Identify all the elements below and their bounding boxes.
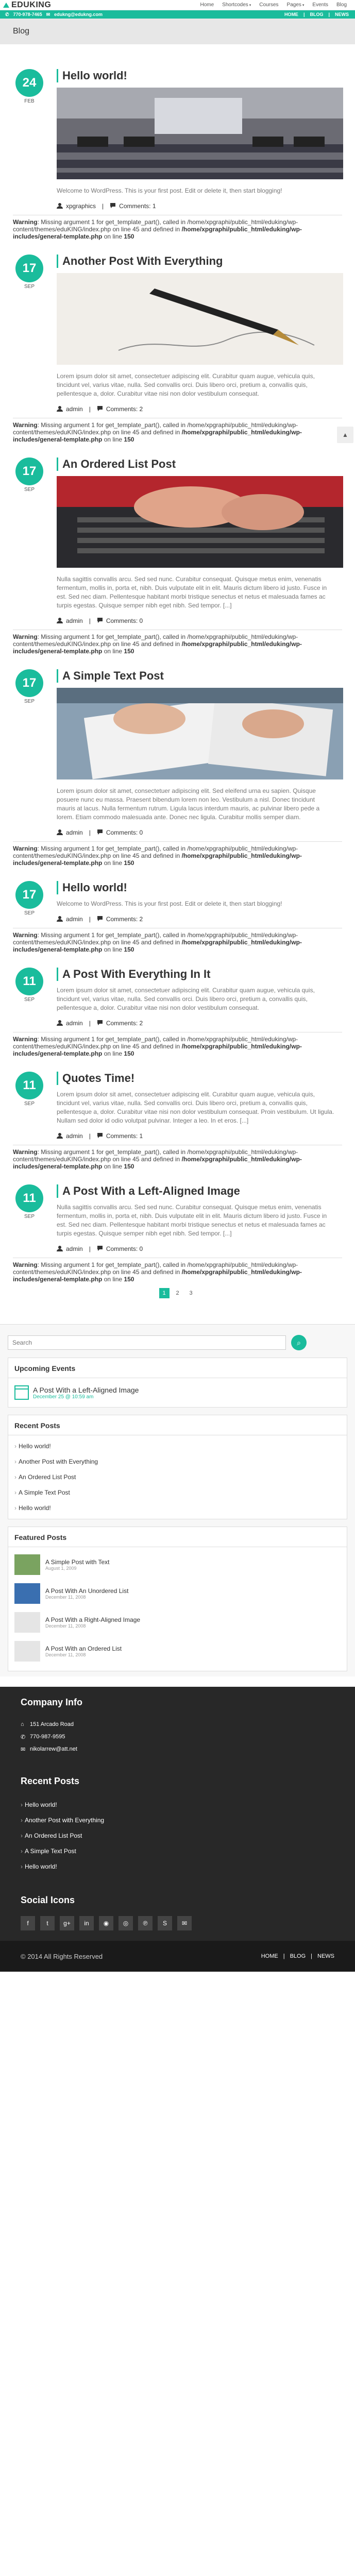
post-meta xyxy=(57,617,342,624)
post-body xyxy=(13,669,342,836)
top-link[interactable]: NEWS xyxy=(335,12,349,17)
comments-icon xyxy=(97,405,103,412)
post-comments[interactable] xyxy=(97,405,143,413)
comments-icon xyxy=(97,829,103,835)
top-info-bar xyxy=(0,10,355,19)
post-excerpt: Nulla sagittis convallis arcu. Sed sed nunc. Curabitur consequat. Quisque metus enim, venenatis fermentum, mollis in, porta et, nibh. Duis vulputate elit in elit. Mauris dictum libero id justo. Fusce in est. Sed nec diam. Pellentesque habitant morbi tristique senectus et netus et malesuada fames ac turpis egestas. Quisque semper nibh eget nibh. Sed tempor. [...] xyxy=(57,575,327,609)
author-name: admin xyxy=(66,916,83,923)
warning-label: Warning xyxy=(13,421,38,429)
dribbble-icon[interactable]: ◉ xyxy=(99,1916,113,1930)
linkedin-icon[interactable]: in xyxy=(79,1916,94,1930)
date-day: 17 xyxy=(15,457,43,485)
divider: | xyxy=(89,1132,91,1140)
footer-recent-link[interactable]: › An Ordered List Post xyxy=(21,1828,334,1843)
page-link[interactable]: 3 xyxy=(189,1290,193,1296)
post-title[interactable]: Quotes Time! xyxy=(57,1072,342,1085)
post-entry xyxy=(0,457,355,655)
nav-item[interactable] xyxy=(200,2,214,8)
warning-path: /home/xpgraphi/public_html/eduking/wp-includes/general-template.php xyxy=(13,226,302,240)
facebook-icon[interactable]: f xyxy=(21,1916,35,1930)
phone-icon: ✆ xyxy=(5,11,9,17)
nav-label: Shortcodes xyxy=(222,2,248,8)
chevron-down-icon: ▾ xyxy=(302,4,305,7)
warning-label: Warning xyxy=(13,1261,38,1268)
post-date xyxy=(15,69,43,104)
date-month: SEP xyxy=(24,1214,35,1219)
logo-icon xyxy=(3,2,9,9)
warning-online: on line xyxy=(102,859,124,867)
user-icon xyxy=(57,1020,63,1026)
event-date: December 25 @ 10:59 am xyxy=(33,1394,94,1400)
date-day: 17 xyxy=(15,881,43,909)
widget-heading: Featured Posts xyxy=(8,1533,347,1547)
date-month: FEB xyxy=(24,98,35,104)
user-icon xyxy=(57,829,63,835)
footer-link[interactable]: HOME xyxy=(261,1953,278,1959)
user-icon xyxy=(57,1132,63,1139)
post-date xyxy=(15,1184,43,1219)
post-author[interactable] xyxy=(57,1020,83,1027)
post-body xyxy=(13,457,342,624)
post-entry xyxy=(0,255,355,443)
divider: | xyxy=(89,1020,91,1027)
post-date xyxy=(15,457,43,493)
footer-link[interactable]: NEWS xyxy=(317,1953,334,1959)
comments-icon xyxy=(97,617,103,623)
featured-thumbnail[interactable] xyxy=(14,1583,40,1604)
warning-label: Warning xyxy=(13,218,38,226)
featured-title[interactable]: A Post With a Right-Aligned Image xyxy=(45,1616,141,1623)
nav-label: Courses xyxy=(259,2,279,8)
post-divider xyxy=(13,841,342,842)
date-month: SEP xyxy=(24,910,35,916)
event-title[interactable]: A Post With a Left-Aligned Image xyxy=(33,1385,139,1394)
post-excerpt: Lorem ipsum dolor sit amet, consectetuer adipiscing elit. Curabitur quam augue, vehicula quis, tincidunt vel, varius vitae, nulla. Sed convallis orci. Duis libero orci, pretium a, convallis quis, pellentesque a, dolor. Curabitur vitae nisi non dolor vestibulum consequat. Proin vestibulum. Ut ligula. Nullam sed dolor id odio volutpat pulvinar. Integer a leo. In et eros. [...] xyxy=(57,1091,334,1124)
post-featured-image[interactable] xyxy=(57,688,343,779)
date-day: 11 xyxy=(15,1072,43,1099)
footer-phone xyxy=(21,1731,334,1743)
warning-path: /home/xpgraphi/public_html/eduking/wp-includes/general-template.php xyxy=(13,429,302,443)
warning-online: on line xyxy=(102,1276,124,1283)
footer-email xyxy=(21,1743,334,1755)
warning-text: : Missing argument 1 for get_template_part(), called in /home/xpgraphi/public_html/eduking/wp-content/themes/eduKING/index.php on line 45 and defined in xyxy=(13,1036,298,1050)
divider: | xyxy=(89,405,91,413)
warning-line: 150 xyxy=(124,859,134,867)
footer-address xyxy=(21,1718,334,1731)
author-name: admin xyxy=(66,405,83,413)
recent-post-link[interactable]: › An Ordered List Post xyxy=(8,1469,347,1485)
nav-label: Blog xyxy=(336,2,347,8)
post-date xyxy=(15,881,43,916)
featured-post[interactable] xyxy=(8,1579,347,1608)
chevron-up-icon: ▲ xyxy=(342,431,348,438)
post-title[interactable]: Hello world! xyxy=(57,881,342,894)
footer-bottom-bar xyxy=(0,1941,355,1972)
post-body xyxy=(13,255,342,413)
featured-thumbnail[interactable] xyxy=(14,1612,40,1633)
comments-icon xyxy=(110,202,116,209)
post-comments[interactable] xyxy=(97,617,143,624)
widget-heading: Upcoming Events xyxy=(8,1364,347,1378)
warning-online: on line xyxy=(102,946,124,953)
posts-list xyxy=(0,69,355,1283)
footer-heading: Company Info xyxy=(21,1697,82,1707)
warning-path: /home/xpgraphi/public_html/eduking/wp-includes/general-template.php xyxy=(13,1043,302,1057)
author-name: xpgraphics xyxy=(66,202,96,210)
nav-item[interactable] xyxy=(259,2,278,8)
warning-text: : Missing argument 1 for get_template_part(), called in /home/xpgraphi/public_html/eduking/wp-content/themes/eduKING/index.php on line 45 and defined in xyxy=(13,421,298,436)
featured-date: December 11, 2008 xyxy=(45,1652,86,1657)
recent-post-link[interactable]: › A Simple Text Post xyxy=(8,1485,347,1500)
scroll-up-button[interactable] xyxy=(337,427,353,443)
recent-post-link[interactable]: › Hello world! xyxy=(8,1438,347,1454)
warning-line: 150 xyxy=(124,1050,134,1057)
top-email[interactable]: edukng@edukng.com xyxy=(54,11,103,17)
warning-online: on line xyxy=(102,1050,124,1057)
php-warning xyxy=(13,421,342,443)
divider: | xyxy=(303,12,305,17)
date-day: 17 xyxy=(15,669,43,697)
post-entry xyxy=(0,1072,355,1170)
author-name: admin xyxy=(66,617,83,624)
post-entry xyxy=(0,881,355,953)
comments-count: Comments: 0 xyxy=(106,617,143,624)
footer-recent-link[interactable]: › A Simple Text Post xyxy=(21,1843,334,1859)
search-input[interactable] xyxy=(8,1335,286,1350)
nav-item[interactable] xyxy=(287,2,305,8)
php-warning xyxy=(13,1036,342,1057)
upcoming-events-widget xyxy=(8,1358,347,1408)
divider: | xyxy=(89,916,91,923)
top-link[interactable]: BLOG xyxy=(310,12,324,17)
featured-thumbnail[interactable] xyxy=(14,1554,40,1575)
divider: | xyxy=(283,1953,285,1959)
recent-post-link[interactable]: › Another Post with Everything xyxy=(8,1454,347,1469)
phone-text: 770-987-9595 xyxy=(30,1734,65,1740)
warning-path: /home/xpgraphi/public_html/eduking/wp-includes/general-template.php xyxy=(13,1156,302,1170)
divider: | xyxy=(102,202,104,210)
warning-label: Warning xyxy=(13,845,38,852)
nav-label: Home xyxy=(200,2,214,8)
author-name: admin xyxy=(66,1132,83,1140)
post-excerpt: Lorem ipsum dolor sit amet, consectetuer adipiscing elit. Sed eleifend urna eu sapien. Quisque posuere nunc eu massa. Praesent bibendum lorem non leo. Vestibulum a nisl. Donec tincidunt mauris at lacus. Nulla fermentum rutrum. Ligula lacus interdum mauris, ac pulvinar libero pede a lorem. Etiam commodo malesuada ante. Donec nec ligula. Curabitur mollis semper diam. xyxy=(57,787,320,821)
site-footer xyxy=(0,1687,355,1941)
post-title[interactable]: Another Post With Everything xyxy=(57,255,342,268)
divider: | xyxy=(311,1953,312,1959)
recent-post-link[interactable]: › Hello world! xyxy=(8,1500,347,1516)
mail-icon: ✉ xyxy=(46,11,50,17)
pinterest-icon[interactable]: ℗ xyxy=(138,1916,153,1930)
copyright: © 2014 All Rights Reserved xyxy=(21,1952,103,1960)
calendar-icon xyxy=(14,1385,29,1400)
post-author[interactable] xyxy=(57,1245,83,1252)
php-warning xyxy=(13,1261,342,1283)
nav-label: Pages xyxy=(286,2,301,8)
post-date xyxy=(15,968,43,1003)
post-body xyxy=(13,1072,342,1140)
featured-title[interactable]: A Post With an Ordered List xyxy=(45,1645,122,1652)
top-link[interactable]: HOME xyxy=(284,12,298,17)
php-warning xyxy=(13,845,342,867)
user-icon xyxy=(57,916,63,922)
date-month: SEP xyxy=(24,1101,35,1107)
post-author[interactable] xyxy=(57,202,96,210)
post-comments[interactable] xyxy=(97,829,143,836)
main-nav xyxy=(200,2,347,8)
warning-line: 150 xyxy=(124,1276,134,1283)
google-plus-icon[interactable]: g+ xyxy=(60,1916,74,1930)
post-body xyxy=(13,968,342,1027)
post-author[interactable] xyxy=(57,1132,83,1140)
post-meta xyxy=(57,916,342,923)
post-excerpt: Nulla sagittis convallis arcu. Sed sed nunc. Curabitur consequat. Quisque metus enim, venenatis fermentum, mollis in, porta et, nibh. Duis vulputate elit in elit. Mauris dictum libero id justo. Fusce in est. Sed nec diam. Pellentesque habitant morbi tristique senectus et netus et malesuada fames ac turpis egestas. Quisque semper nibh eget nibh. Sed tempor. [...] xyxy=(57,1204,327,1237)
post-excerpt: Welcome to WordPress. This is your first post. Edit or delete it, then start blogging! xyxy=(57,187,282,194)
warning-path: /home/xpgraphi/public_html/eduking/wp-includes/general-template.php xyxy=(13,852,302,867)
divider: | xyxy=(328,12,330,17)
comments-count: Comments: 0 xyxy=(106,829,143,836)
search-icon: ⌕ xyxy=(297,1338,301,1347)
page-link[interactable]: 2 xyxy=(176,1290,179,1296)
author-name: admin xyxy=(66,829,83,836)
brand-name: EDUKING xyxy=(11,0,52,9)
post-date xyxy=(15,255,43,290)
post-comments[interactable] xyxy=(97,1132,143,1140)
search-widget xyxy=(8,1335,347,1350)
post-excerpt: Welcome to WordPress. This is your first post. Edit or delete it, then start blogging! xyxy=(57,900,282,907)
comments-icon xyxy=(97,1132,103,1139)
post-featured-image[interactable] xyxy=(57,476,343,568)
post-body xyxy=(13,69,342,210)
warning-label: Warning xyxy=(13,931,38,939)
warning-path: /home/xpgraphi/public_html/eduking/wp-includes/general-template.php xyxy=(13,939,302,953)
post-entry xyxy=(0,69,355,240)
comments-icon xyxy=(97,1245,103,1251)
date-month: SEP xyxy=(24,284,35,290)
post-title[interactable]: An Ordered List Post xyxy=(57,457,342,471)
post-body xyxy=(13,1184,342,1252)
divider: | xyxy=(89,829,91,836)
post-entry xyxy=(0,1184,355,1283)
pagination xyxy=(0,1288,355,1298)
divider: | xyxy=(89,617,91,624)
post-comments[interactable] xyxy=(97,1245,143,1252)
featured-date: December 11, 2008 xyxy=(45,1595,86,1600)
post-author[interactable] xyxy=(57,617,83,624)
warning-text: : Missing argument 1 for get_template_part(), called in /home/xpgraphi/public_html/eduking/wp-content/themes/eduKING/index.php on line 45 and defined in xyxy=(13,218,298,233)
warning-line: 150 xyxy=(124,436,134,443)
featured-date: December 11, 2008 xyxy=(45,1623,86,1629)
post-title[interactable]: A Post With Everything In It xyxy=(57,968,342,981)
php-warning xyxy=(13,633,342,655)
warning-text: : Missing argument 1 for get_template_part(), called in /home/xpgraphi/public_html/eduking/wp-content/themes/eduKING/index.php on line 45 and defined in xyxy=(13,931,298,946)
post-featured-image[interactable] xyxy=(57,88,343,179)
featured-title[interactable]: A Post With An Unordered List xyxy=(45,1587,129,1595)
page-link[interactable]: 1 xyxy=(159,1288,170,1298)
nav-item[interactable] xyxy=(222,2,251,8)
top-phone: 770-978-7465 xyxy=(13,11,42,17)
comments-count: Comments: 2 xyxy=(106,405,143,413)
post-title[interactable]: A Simple Text Post xyxy=(57,669,342,683)
site-header xyxy=(0,0,355,10)
post-author[interactable] xyxy=(57,916,83,923)
date-day: 11 xyxy=(15,1184,43,1212)
phone-icon: ✆ xyxy=(21,1734,26,1740)
warning-path: /home/xpgraphi/public_html/eduking/wp-includes/general-template.php xyxy=(13,640,302,655)
email-icon[interactable]: ✉ xyxy=(177,1916,192,1930)
user-icon xyxy=(57,202,63,209)
post-meta xyxy=(57,405,342,413)
footer-heading: Recent Posts xyxy=(21,1776,80,1786)
author-name: admin xyxy=(66,1020,83,1027)
chevron-down-icon: ▾ xyxy=(249,4,251,7)
comments-count: Comments: 1 xyxy=(119,202,156,210)
post-comments[interactable] xyxy=(97,1020,143,1027)
warning-label: Warning xyxy=(13,633,38,640)
warning-label: Warning xyxy=(13,1148,38,1156)
twitter-icon[interactable]: t xyxy=(40,1916,55,1930)
warning-text: : Missing argument 1 for get_template_part(), called in /home/xpgraphi/public_html/eduking/wp-content/themes/eduKING/index.php on line 45 and defined in xyxy=(13,1261,298,1276)
instagram-icon[interactable]: ◎ xyxy=(119,1916,133,1930)
date-day: 17 xyxy=(15,255,43,282)
post-meta xyxy=(57,829,342,836)
event-item[interactable] xyxy=(8,1378,347,1407)
featured-date: August 1, 2009 xyxy=(45,1566,77,1571)
warning-text: : Missing argument 1 for get_template_part(), called in /home/xpgraphi/public_html/eduking/wp-content/themes/eduKING/index.php on line 45 and defined in xyxy=(13,633,298,648)
post-meta xyxy=(57,202,342,210)
post-author[interactable] xyxy=(57,405,83,413)
nav-item[interactable] xyxy=(336,2,347,8)
featured-posts-widget xyxy=(8,1527,347,1671)
date-day: 24 xyxy=(15,69,43,97)
featured-post[interactable] xyxy=(8,1637,347,1666)
page-title-bar xyxy=(0,19,355,44)
date-day: 11 xyxy=(15,968,43,995)
post-date xyxy=(15,1072,43,1107)
warning-label: Warning xyxy=(13,1036,38,1043)
nav-label: Events xyxy=(312,2,328,8)
php-warning xyxy=(13,931,342,953)
email-text[interactable]: nikolarrew@att.net xyxy=(30,1746,77,1752)
footer-recent-link[interactable]: › Hello world! xyxy=(21,1797,334,1812)
warning-line: 150 xyxy=(124,648,134,655)
post-excerpt: Lorem ipsum dolor sit amet, consectetuer adipiscing elit. Curabitur quam augue, vehicula quis, tincidunt vel, varius vitae, nulla. Sed convallis orci. Duis libero orci, pretium a, convallis quis, pellentesque a, dolor. Curabitur vitae nisi non dolor vestibulum consequat. xyxy=(57,372,315,397)
address-text: 151 Arcado Road xyxy=(30,1721,74,1727)
warning-line: 150 xyxy=(124,1163,134,1170)
widget-heading: Recent Posts xyxy=(8,1421,347,1435)
page-title: Blog xyxy=(13,27,30,36)
post-title[interactable]: Hello world! xyxy=(57,69,342,82)
user-icon xyxy=(57,405,63,412)
date-month: SEP xyxy=(24,487,35,493)
post-author[interactable] xyxy=(57,829,83,836)
divider: | xyxy=(89,1245,91,1252)
warning-text: : Missing argument 1 for get_template_part(), called in /home/xpgraphi/public_html/eduking/wp-content/themes/eduKING/index.php on line 45 and defined in xyxy=(13,845,298,859)
comments-icon xyxy=(97,916,103,922)
post-date xyxy=(15,669,43,704)
php-warning xyxy=(13,218,342,240)
recent-posts-widget xyxy=(8,1415,347,1519)
date-month: SEP xyxy=(24,699,35,704)
warning-online: on line xyxy=(102,648,124,655)
site-logo[interactable] xyxy=(3,1,51,10)
post-title[interactable]: A Post With a Left-Aligned Image xyxy=(57,1184,342,1198)
post-excerpt: Lorem ipsum dolor sit amet, consectetuer adipiscing elit. Curabitur quam augue, vehicula quis, tincidunt vel, varius vitae, nulla. Sed convallis orci. Duis libero orci, pretium a, convallis quis, pellentesque a, dolor. Curabitur vitae nisi non dolor vestibulum consequat. xyxy=(57,987,315,1011)
date-month: SEP xyxy=(24,997,35,1003)
warning-online: on line xyxy=(102,436,124,443)
comments-count: Comments: 2 xyxy=(106,916,143,923)
featured-post[interactable] xyxy=(8,1550,347,1579)
footer-heading: Social Icons xyxy=(21,1895,75,1905)
post-meta xyxy=(57,1245,342,1252)
featured-title[interactable]: A Simple Post with Text xyxy=(45,1558,110,1566)
post-comments[interactable] xyxy=(97,916,143,923)
skype-icon[interactable]: S xyxy=(158,1916,172,1930)
post-featured-image[interactable] xyxy=(57,273,343,365)
post-entry xyxy=(0,968,355,1057)
mail-icon: ✉ xyxy=(21,1747,26,1753)
user-icon xyxy=(57,1245,63,1251)
warning-path: /home/xpgraphi/public_html/eduking/wp-includes/general-template.php xyxy=(13,1268,302,1283)
location-icon: ⌂ xyxy=(21,1721,24,1727)
author-name: admin xyxy=(66,1245,83,1252)
warning-online: on line xyxy=(102,233,124,240)
comments-count: Comments: 2 xyxy=(106,1020,143,1027)
featured-thumbnail[interactable] xyxy=(14,1641,40,1662)
warning-online: on line xyxy=(102,1163,124,1170)
comments-count: Comments: 1 xyxy=(106,1132,143,1140)
warning-text: : Missing argument 1 for get_template_part(), called in /home/xpgraphi/public_html/eduking/wp-content/themes/eduKING/index.php on line 45 and defined in xyxy=(13,1148,298,1163)
nav-item[interactable] xyxy=(312,2,328,8)
footer-link[interactable]: BLOG xyxy=(290,1953,306,1959)
comments-count: Comments: 0 xyxy=(106,1245,143,1252)
post-body xyxy=(13,881,342,923)
sidebar-widgets xyxy=(0,1324,355,1676)
user-icon xyxy=(57,617,63,623)
warning-line: 150 xyxy=(124,946,134,953)
php-warning xyxy=(13,1148,342,1170)
post-meta xyxy=(57,1020,342,1027)
warning-line: 150 xyxy=(124,233,134,240)
featured-post[interactable] xyxy=(8,1608,347,1637)
footer-recent-link[interactable]: › Hello world! xyxy=(21,1859,334,1874)
comments-icon xyxy=(97,1020,103,1026)
search-button[interactable] xyxy=(291,1335,307,1350)
post-meta xyxy=(57,1132,342,1140)
post-entry xyxy=(0,669,355,867)
post-comments[interactable] xyxy=(110,202,156,210)
footer-recent-link[interactable]: › Another Post with Everything xyxy=(21,1812,334,1828)
